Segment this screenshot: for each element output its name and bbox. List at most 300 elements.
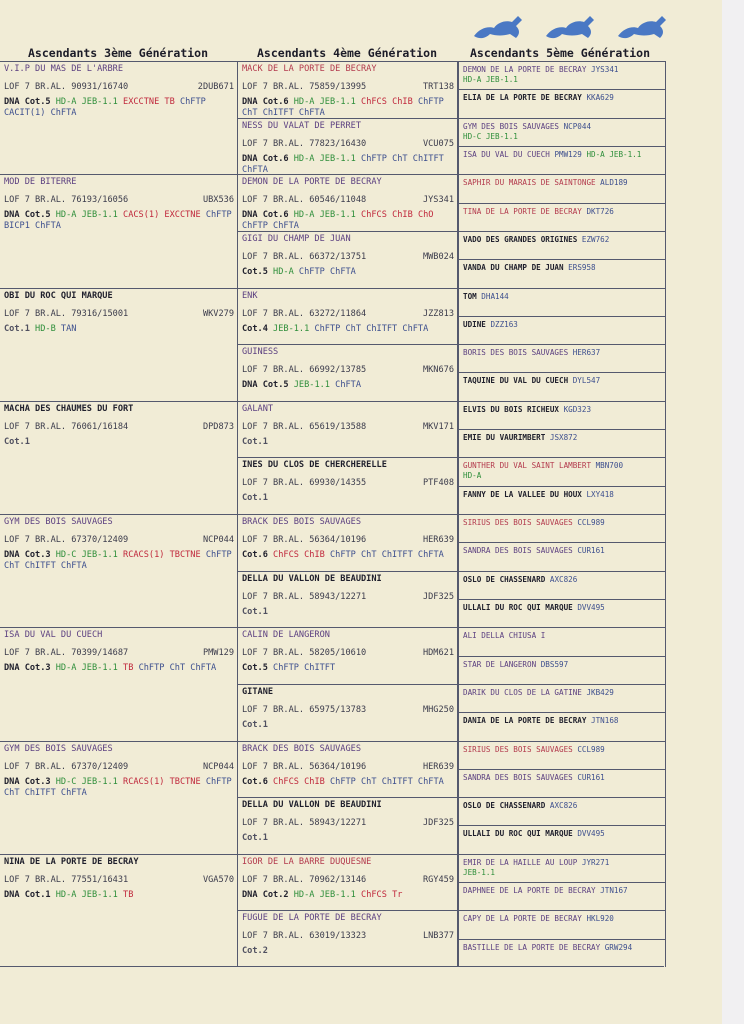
dog-name: TOM [463,291,477,301]
dog-line [463,603,662,613]
dog-name: ELVIS DU BOIS RICHEUX [463,404,560,414]
registration-line [242,762,454,773]
title-token: JEB-1.1 [293,380,336,391]
dog-id: LXY418 [586,489,614,499]
title-token: Cot.1 [4,323,36,334]
dog-name: SIRIUS DES BOIS SAUVAGES [463,744,573,754]
title-token: DNA [4,889,25,900]
title-token: HD-C [55,550,82,560]
header-gen5: Ascendants 5ème Génération [470,46,651,60]
title-token: RCACS(1) TBCTNE [123,776,201,787]
dog-line [463,235,662,245]
dog-cell [459,769,665,797]
dog-cell [459,429,665,457]
dog-id: JYS341 [591,65,619,74]
dog-line [463,829,662,839]
title-token: DNA [4,776,25,787]
dog-cell [238,627,457,684]
dog-name: DAPHNEE DE LA PORTE DE BECRAY [463,886,596,896]
title-token: DNA [242,889,263,900]
title-token: Cot.1 [242,493,268,504]
dog-line [463,93,662,103]
lof-number: LOF 7 BR.AL. 66372/13751 [242,251,367,262]
title-token: Cot.1 [242,719,268,730]
titles-line [242,210,454,232]
title-token: ChFTP BICP1 ChFTA [4,210,232,232]
dog-id: JZZ813 [422,308,454,319]
dog-line [463,575,662,585]
dog-line [463,688,662,698]
dog-cell [459,825,665,853]
dog-line [463,858,662,868]
title-token: Cot.6 [262,153,294,164]
title-token: ChFTP ChT ChITFT ChFTA [4,776,232,798]
dog-cell [238,401,457,458]
dog-line [463,914,662,924]
titles-line [242,97,454,119]
dog-name: FUGUE DE LA PORTE DE BECRAY [242,913,382,924]
dog-line [463,263,662,273]
dog-name: MACHA DES CHAUMES DU FORT [4,403,134,414]
dog-cell [0,854,237,967]
dog-name: GALANT [242,403,274,414]
dog-name: BRACK DES BOIS SAUVAGES [242,743,361,754]
dog-cell [459,741,665,769]
dog-cell [238,231,457,288]
dog-name: DELLA DU VALLON DE BEAUDINI [242,573,382,584]
dog-id: HER637 [572,348,601,358]
dog-cell [238,514,457,571]
registration-line [4,648,234,659]
lof-number: LOF 7 BR.AL. 63272/11864 [242,308,367,319]
dog-cell [238,174,457,231]
header-gen4: Ascendants 4ème Génération [257,46,438,60]
dog-cell [459,712,665,740]
dog-id: AXC826 [549,574,578,584]
titles-line [242,833,454,844]
registration-line [242,705,454,716]
title-token: TB [123,663,139,674]
dog-name: NESS DU VALAT DE PERRET [242,120,361,131]
dog-cell [459,627,665,655]
dog-id: 2DUB671 [197,82,234,92]
gen4-column [238,61,458,967]
dog-cell [238,61,457,118]
dog-cell [459,910,665,938]
lof-number: LOF 7 BR.AL. 70962/13146 [242,874,367,885]
titles-line [242,777,454,788]
title-token: ChFCS ChIB [361,97,413,107]
dog-cell [459,684,665,712]
lof-number: LOF 7 BR.AL. 67370/12409 [4,761,129,772]
lof-number: LOF 7 BR.AL. 90931/16740 [4,82,129,92]
dog-cell [459,259,665,287]
dog-id: UBX536 [202,195,234,206]
registration-line [242,535,454,546]
dog-line [463,773,662,783]
dog-name: DEMON DE LA PORTE DE BECRAY [463,65,587,74]
dog-name: GYM DES BOIS SAUVAGES [4,517,113,527]
lof-number: LOF 7 BR.AL. 63019/13323 [242,931,367,942]
titles-line [242,550,454,561]
dog-name: DEMON DE LA PORTE DE BECRAY [242,177,382,188]
dog-cell [459,316,665,344]
dog-id: NCP044 [202,761,234,772]
registration-line [4,535,234,546]
dog-cell [459,401,665,429]
dog-id: TRT138 [422,82,454,92]
dog-name: SANDRA DES BOIS SAUVAGES [463,546,573,556]
dog-name: DANIA DE LA PORTE DE BECRAY [463,716,587,726]
dog-id: PTF408 [422,478,454,489]
dog-name: OBI DU ROC QUI MARQUE [4,290,113,301]
dog-name: GYM DES BOIS SAUVAGES [4,743,113,754]
gen5-column [458,61,666,967]
titles-line [4,550,234,572]
title-token: JEB-1.1 [319,97,362,107]
dog-cell [0,514,237,627]
dog-line [463,376,662,386]
dog-cell [238,118,457,175]
title-token: ChFTP ChFTA [242,221,299,232]
dog-id: NCP044 [563,121,592,131]
dog-name: ELIA DE LA PORTE DE BECRAY [463,93,582,103]
lof-number: LOF 7 BR.AL. 56364/10196 [242,761,367,772]
lof-number: LOF 7 BR.AL. 69930/14355 [242,478,367,489]
dog-id: DZZ163 [490,319,518,329]
dog-id: AXC826 [549,801,578,811]
registration-line [242,252,454,263]
dog-name: GIGI DU CHAMP DE JUAN [242,233,351,244]
registration-line [242,648,454,659]
table-bottom-border [0,966,664,967]
title-token: JEB-1.1 [319,889,362,900]
lof-number: LOF 7 BR.AL. 58943/12271 [242,591,367,602]
dog-id: MHG250 [422,704,454,715]
dog-id: CCL989 [577,518,605,527]
title-token: Cot.4 [242,323,274,334]
registration-line [4,422,234,433]
dog-id: PMW129 [554,149,582,159]
running-dog-icon [474,16,522,38]
dog-name: EMIE DU VAURIMBERT [463,433,546,443]
dog-id: CUR161 [577,546,605,556]
title-token: ChFTA [335,380,362,391]
dog-id: PMW129 [202,648,234,659]
dog-id: GRW294 [604,942,633,952]
dog-cell [459,797,665,825]
registration-line [242,365,454,376]
dog-line [463,745,662,755]
title-token: TAN [60,323,77,334]
title-token: HD-A [55,663,82,674]
dog-name: STAR DE LANGERON [463,659,537,669]
title-token: DNA [4,550,25,560]
dog-id: JSX872 [549,433,578,443]
lof-number: LOF 7 BR.AL. 76061/16184 [4,421,129,432]
title-token: Cot.6 [242,776,274,787]
dog-name: GUINESS [242,347,279,358]
dog-id: DVV495 [577,829,605,839]
dog-cell [0,627,237,740]
dog-name: ISA DU VAL DU CUECH [4,630,103,641]
dog-name: ISA DU VAL DU CUECH [463,149,550,159]
dog-cell [0,174,237,287]
title-token: JEB-1.1 [81,889,124,900]
title-token: DNA [4,210,25,221]
dog-line [463,150,662,160]
dog-cell [459,854,665,882]
title-token: HD-C [55,776,82,787]
dog-line [463,660,662,670]
dog-id: VGA570 [202,874,234,885]
title-token: ChFTP ChT ChITFT ChFTA [242,153,444,175]
lof-number: LOF 7 BR.AL. 79316/15001 [4,308,129,319]
dog-name: NINA DE LA PORTE DE BECRAY [4,856,139,867]
dog-cell [459,882,665,910]
lof-number: LOF 7 BR.AL. 77823/16430 [242,138,367,149]
titles-line [4,777,234,799]
dog-cell [459,486,665,514]
dog-name: IGOR DE LA BARRE DUQUESNE [242,856,372,867]
dog-line [463,207,662,217]
dog-cell [459,118,665,146]
title-token: DNA [4,97,25,107]
dog-name: MOD DE BITERRE [4,177,77,188]
dog-id: CUR161 [577,772,605,782]
running-dog-icon [618,16,666,38]
registration-line [242,931,454,942]
dog-health: HD-A [463,471,482,481]
running-dog-icon [546,16,594,38]
dog-cell [238,684,457,741]
dog-id: WKV279 [202,308,234,319]
dog-cell [459,457,665,485]
dog-line [463,943,662,953]
dog-cell [0,61,237,174]
dog-id: DKT726 [586,206,614,216]
title-token: JEB-1.1 [81,663,124,674]
registration-line [4,195,234,206]
dog-line [463,122,662,132]
dog-name: FANNY DE LA VALLEE DU HOUX [463,489,582,499]
lof-number: LOF 7 BR.AL. 60546/11048 [242,195,367,206]
header-gen3: Ascendants 3ème Génération [28,46,209,60]
title-token: Cot.1 [242,436,268,447]
registration-line [242,592,454,603]
dog-id: JYS341 [422,195,454,206]
lof-number: LOF 7 BR.AL. 58943/12271 [242,818,367,829]
dog-cell [459,939,665,967]
titles-line [4,437,234,448]
dog-cell [459,571,665,599]
titles-line [242,380,454,391]
dog-id: NCP044 [202,535,234,545]
title-token: DNA [4,663,25,674]
title-token: Cot.1 [4,436,30,447]
lof-number: LOF 7 BR.AL. 77551/16431 [4,874,129,885]
dog-cell [238,741,457,798]
titles-line [242,663,454,674]
title-token: HD-A [273,266,299,277]
titles-line [4,890,234,901]
dog-line [463,320,662,330]
dog-health: HD-C JEB-1.1 [463,131,518,141]
title-token: ChFTP ChITFT [273,663,336,674]
title-token: TB [123,889,134,900]
dog-id: JTN167 [600,886,628,896]
title-token: DNA [242,210,263,221]
dog-name: DARIK DU CLOS DE LA GATINE [463,687,582,697]
lof-number: LOF 7 BR.AL. 66992/13785 [242,365,367,376]
title-token: Cot.1 [24,889,56,900]
dog-name: TAQUINE DU VAL DU CUECH [463,376,569,386]
title-token: ChFCS ChIB [273,776,330,787]
title-token: CACS(1) EXCCTNE [123,210,201,221]
dog-line [463,631,662,641]
dog-line [463,801,662,811]
title-token: Cot.1 [242,833,268,844]
title-token: ChFTP ChT ChITFT ChFTA [314,323,429,334]
title-token: JEB-1.1 [81,776,124,787]
registration-line [242,82,454,93]
titles-line [242,324,454,335]
dog-name: EMIR DE LA HAILLE AU LOUP [463,857,578,867]
titles-line [242,607,454,618]
title-token: Cot.3 [24,776,56,787]
dog-health: HD-A JEB-1.1 [586,149,642,159]
lof-number: LOF 7 BR.AL. 67370/12409 [4,535,129,545]
lof-number: LOF 7 BR.AL. 65975/13783 [242,704,367,715]
dog-name: CALIN DE LANGERON [242,630,330,641]
title-token: Cot.2 [262,889,294,900]
registration-line [242,478,454,489]
registration-line [242,139,454,150]
dog-health: HD-A JEB-1.1 [463,75,518,84]
running-dogs-logo [470,8,675,44]
dog-id: ERS958 [568,263,596,273]
lof-number: LOF 7 BR.AL. 58205/10610 [242,648,367,659]
title-token: ChFTP ChT ChITFT ChFTA [242,97,444,118]
title-token: ChFTP ChT ChFTA [138,663,217,674]
titles-line [4,210,234,232]
dog-name: SAPHIR DU MARAIS DE SAINTONGE [463,178,596,188]
title-token: JEB-1.1 [81,97,124,107]
dog-cell [0,741,237,854]
dog-line [463,433,662,443]
dog-id: DYL547 [572,376,601,386]
dog-name: CAPY DE LA PORTE DE BECRAY [463,914,582,924]
dog-line [463,546,662,556]
registration-line [242,875,454,886]
lof-number: LOF 7 BR.AL. 75859/13995 [242,82,367,92]
dog-id: KGD323 [563,404,592,414]
registration-line [242,422,454,433]
title-token: ChFTP ChT ChITFT ChFTA [329,550,444,560]
dog-cell [238,854,457,911]
dog-cell [238,288,457,345]
dog-name: ULLALI DU ROC QUI MARQUE [463,602,573,612]
dog-name: OSLO DE CHASSENARD [463,574,546,584]
title-token: Cot.3 [24,550,56,560]
dog-id: ALD189 [600,178,628,188]
title-token: JEB-1.1 [81,550,124,560]
lof-number: LOF 7 BR.AL. 65619/13588 [242,421,367,432]
dog-id: RGY459 [422,874,454,885]
title-token: Cot.5 [242,266,274,277]
dog-name: BRACK DES BOIS SAUVAGES [242,517,361,527]
title-token: ChFTP ChT ChITFT ChFTA [4,550,232,571]
dog-id: MBN700 [595,461,624,471]
title-token: HD-A [293,210,320,221]
lof-number: LOF 7 BR.AL. 56364/10196 [242,535,367,545]
registration-line [242,818,454,829]
title-token: HD-A [55,97,82,107]
dog-id: VCU075 [422,138,454,149]
titles-line [242,154,454,176]
dog-name: TINA DE LA PORTE DE BECRAY [463,206,582,216]
dog-id: MKV171 [422,421,454,432]
title-token: HD-A [293,97,320,107]
dog-id: DBS597 [540,659,569,669]
dog-cell [0,288,237,401]
dog-line [463,886,662,896]
dog-cell [459,542,665,570]
title-token: Cot.5 [24,97,56,107]
title-token: DNA [242,153,263,164]
pedigree-table [0,61,664,967]
title-token: ChFTP ChT ChITFT ChFTA [329,776,444,787]
titles-line [4,97,234,119]
dog-name: GYM DES BOIS SAUVAGES [463,121,560,131]
title-token: HD-A [293,889,320,900]
dog-cell [459,174,665,202]
registration-line [242,309,454,320]
dog-line [463,405,662,415]
dog-line [463,292,662,302]
dog-id: JYR271 [581,857,610,867]
dog-cell [459,203,665,231]
title-token: HD-A [55,210,82,221]
titles-line [242,493,454,504]
dog-id: JKB429 [586,687,614,697]
dog-cell [459,372,665,400]
dog-cell [459,288,665,316]
dog-name: DELLA DU VALLON DE BEAUDINI [242,800,382,811]
dog-id: LNB377 [422,931,454,942]
dog-id: JDF325 [422,818,454,829]
dog-cell [238,797,457,854]
title-token: JEB-1.1 [273,323,315,334]
dog-cell [238,457,457,514]
title-token: Cot.3 [24,663,56,674]
dog-cell [0,401,237,514]
dog-cell [459,344,665,372]
dog-name: BASTILLE DE LA PORTE DE BECRAY [463,942,601,952]
lof-number: LOF 7 BR.AL. 76193/16056 [4,195,129,206]
dog-id: JDF325 [422,591,454,602]
dog-name: GITANE [242,686,274,697]
dog-name: SIRIUS DES BOIS SAUVAGES [463,518,573,527]
title-token: JEB-1.1 [319,153,362,164]
dog-name: BORIS DES BOIS SAUVAGES [463,348,569,358]
dog-name: ULLALI DU ROC QUI MARQUE [463,829,573,839]
dog-cell [238,910,457,967]
titles-line [242,890,454,901]
dog-name: VANDA DU CHAMP DE JUAN [463,263,564,273]
dog-name: ENK [242,290,258,301]
dog-id: HER639 [422,535,454,545]
